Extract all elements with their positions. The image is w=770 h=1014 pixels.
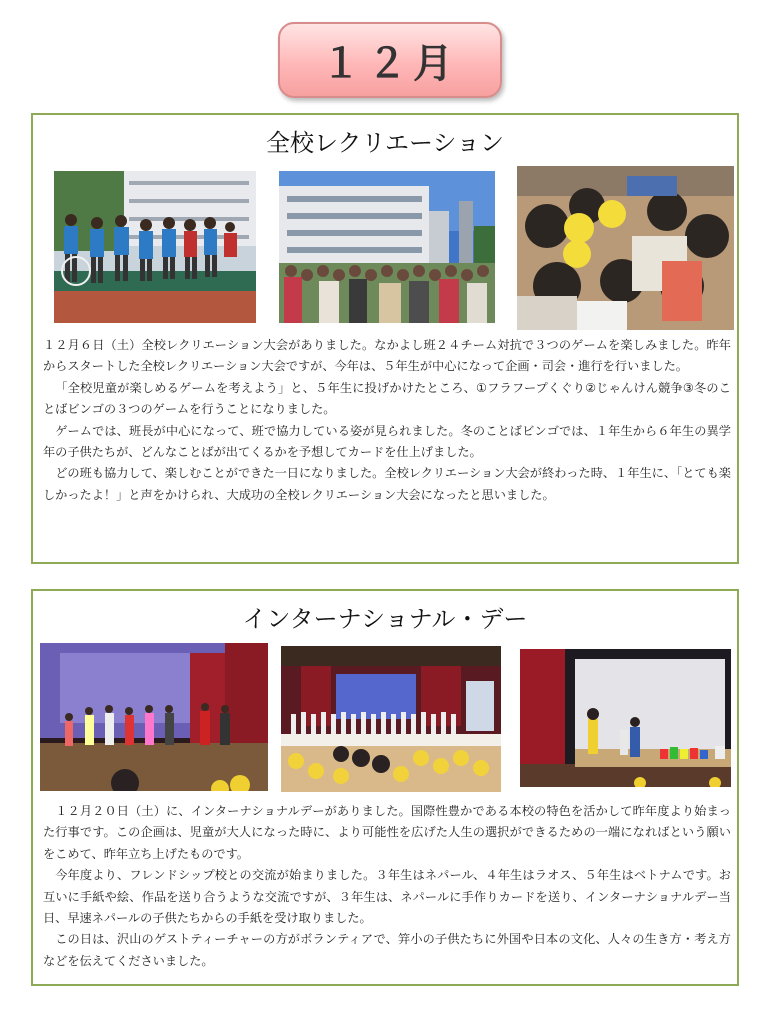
month-title-badge	[278, 22, 502, 98]
international-day-section	[31, 589, 739, 986]
section-title-international: インターナショナル・デー	[242, 605, 528, 633]
section-title-recreation: 全校レクリエーション	[265, 129, 505, 157]
recreation-paragraph: 「全校児童が楽しめるゲームを考えよう」と、５年生に投げかけたところ、①フラフープくぐり②じゃんけん競争③冬のことばビンゴの３つのゲームを行うことになりました。	[43, 380, 731, 417]
international-paragraph: １２月２０日（土）に、インターナショナルデーがありました。国際性豊かである本校の特色を活かして昨年度より始まった行事です。この企画は、児童が大人になった時に、より可能性を広げた人生の選択ができるための一端になればという願いをこめて、昨年立ち上げたものです。	[43, 804, 731, 861]
recreation-paragraph: どの班も協力して、楽しむことができた一日になりました。全校レクリエーション大会が終わった時、１年生に、「とても楽しかったよ！」と声をかけられ、大成功の全校レクリエーション大会になったと思いました。	[43, 466, 731, 502]
recreation-paragraph: １２月６日（土）全校レクリエーション大会がありました。なかよし班２４チーム対抗で３つのゲームを楽しみました。昨年からスタートした全校レクリエーション大会ですが、今年は、５年生が中心になって企画・司会・進行を行いました。	[43, 338, 731, 374]
recreation-article-text	[43, 335, 731, 506]
month-title: １２月	[321, 40, 459, 87]
recreation-paragraph: ゲームでは、班長が中心になって、班で協力している姿が見られました。冬のことばビンゴでは、１年生から６年生の異学年の子供たちが、どんなことばが出てくるかを予想してカードを仕上げました。	[43, 423, 731, 460]
international-article-text	[43, 801, 731, 972]
photo-stage-performance-icon	[40, 643, 268, 791]
photo-relay-children-icon	[54, 171, 256, 323]
photo-children-huddle-icon	[517, 166, 734, 330]
photo-stage-presentation-icon	[520, 649, 731, 787]
school-recreation-section	[31, 113, 739, 564]
photo-auditorium-icon	[281, 646, 501, 792]
photo-school-assembly-icon	[279, 171, 495, 323]
international-paragraph: 今年度より、フレンドシップ校との交流が始まりました。３年生はネパール、４年生はラオス、５年生はベトナムです。お互いに手紙や絵、作品を送り合うような交流ですが、３年生は、ネパールに手作りカードを送り、インターナショナルデー当日、早速ネパールの子供たちからの手紙を受け取りました。	[43, 868, 731, 926]
international-paragraph: この日は、沢山のゲストティーチャーの方がボランティアで、笄小の子供たちに外国や日本の文化、人々の生き方・考え方などを伝えてくださいました。	[43, 932, 731, 968]
